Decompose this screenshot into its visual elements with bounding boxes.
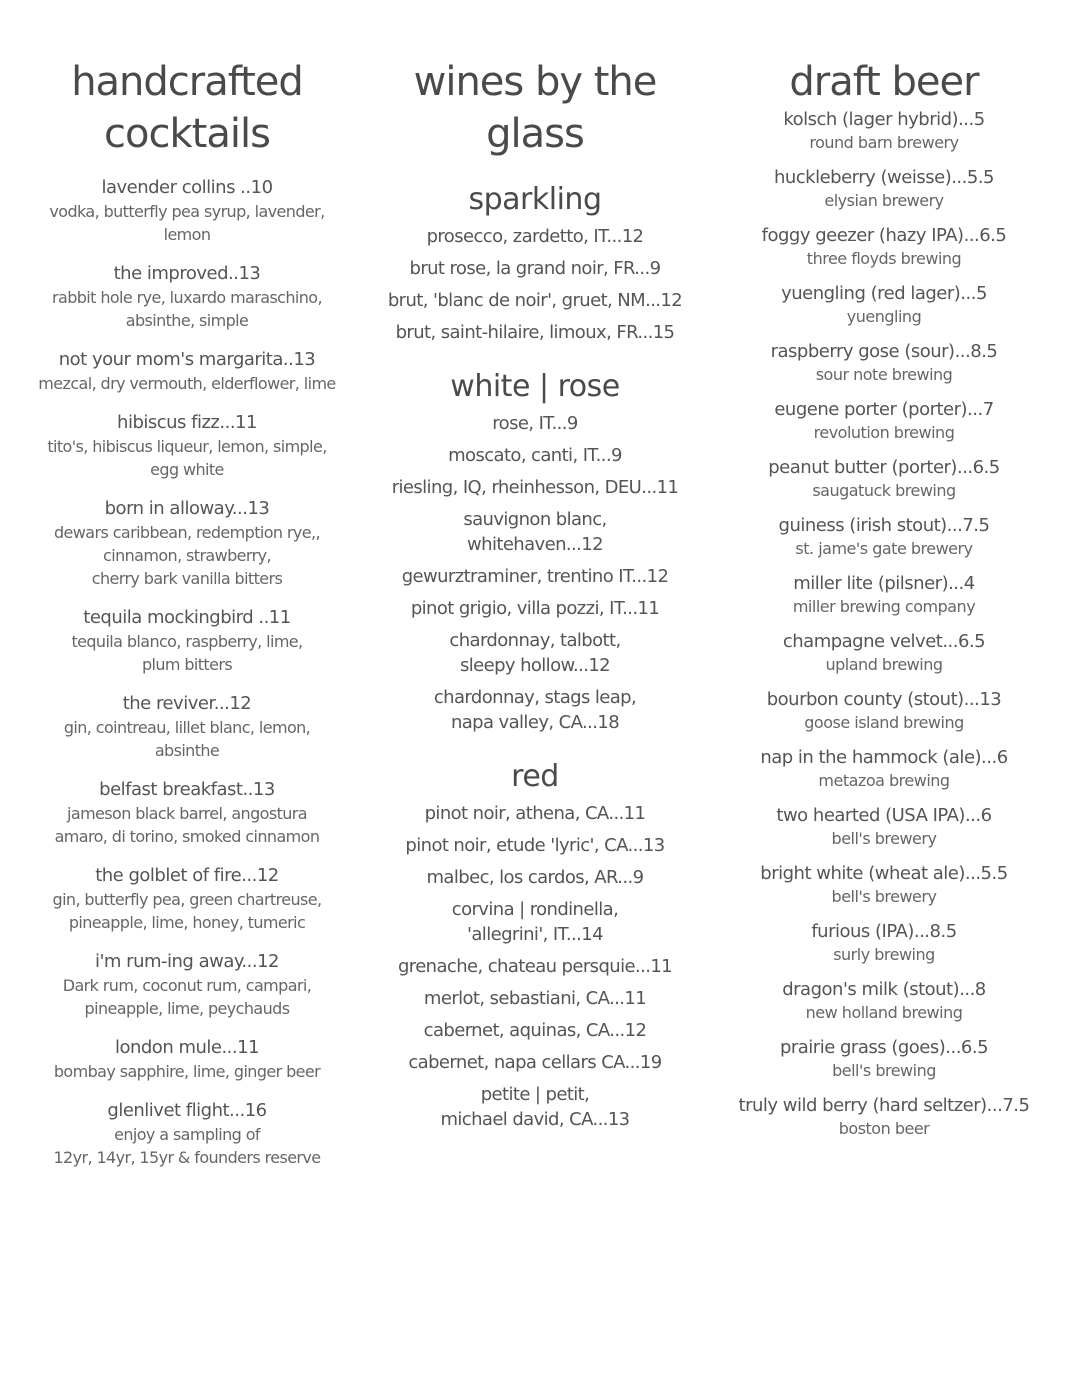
- wine-item: [372, 865, 698, 890]
- beer-brewery: new holland brewing: [805, 1003, 963, 1022]
- beer-brewery: boston beer: [838, 1119, 930, 1138]
- cocktail-item: [22, 1036, 352, 1083]
- beer-name: nap in the hammock (ale)...6: [760, 747, 1008, 768]
- wine-item: [372, 507, 698, 557]
- beer-item: [722, 804, 1046, 850]
- wines-title-line1: wines by the: [413, 59, 657, 105]
- wines-title-line2: glass: [486, 111, 584, 157]
- beer-column: [722, 56, 1046, 1152]
- cocktail-description: absinthe: [154, 741, 220, 760]
- beer-name: yuengling (red lager)...5: [781, 283, 987, 304]
- wine-line: 'allegrini', IT...14: [467, 924, 603, 945]
- wine-line: pinot noir, etude 'lyric', CA...13: [405, 835, 665, 856]
- wine-line: malbec, los cardos, AR...9: [426, 867, 644, 888]
- wine-item: [372, 1018, 698, 1043]
- wine-line: moscato, canti, IT...9: [448, 445, 622, 466]
- beer-item: [722, 456, 1046, 502]
- beer-item: [722, 340, 1046, 386]
- beer-item: [722, 108, 1046, 154]
- beer-brewery: sour note brewing: [815, 365, 953, 384]
- beer-name: champagne velvet...6.5: [782, 631, 986, 652]
- wine-line: chardonnay, talbott,: [449, 630, 621, 651]
- wine-item: [372, 475, 698, 500]
- beer-item: [722, 572, 1046, 618]
- beer-name: guiness (irish stout)...7.5: [778, 515, 990, 536]
- beer-item: [722, 630, 1046, 676]
- wine-section-title: white | rose: [450, 369, 620, 404]
- beer-brewery: three floyds brewing: [806, 249, 962, 268]
- wine-line: whitehaven...12: [467, 534, 603, 555]
- cocktail-description: jameson black barrel, angostura: [67, 804, 307, 823]
- wine-line: merlot, sebastiani, CA...11: [423, 988, 647, 1009]
- wine-item: [372, 411, 698, 436]
- cocktail-description: vodka, butterfly pea syrup, lavender,: [49, 202, 325, 221]
- beer-item: [722, 978, 1046, 1024]
- beer-name: kolsch (lager hybrid)...5: [783, 109, 985, 130]
- beer-name: two hearted (USA IPA)...6: [776, 805, 992, 826]
- cocktail-name: the reviver...12: [122, 693, 252, 714]
- beer-brewery: metazoa brewing: [818, 771, 950, 790]
- wine-line: gewurztraminer, trentino IT...12: [401, 566, 669, 587]
- wine-line: riesling, IQ, rheinhesson, DEU...11: [391, 477, 679, 498]
- beer-item: [722, 920, 1046, 966]
- cocktail-name: lavender collins ..10: [101, 177, 273, 198]
- wine-line: sauvignon blanc,: [463, 509, 607, 530]
- beer-item: [722, 514, 1046, 560]
- wine-line: cabernet, napa cellars CA...19: [408, 1052, 662, 1073]
- beer-brewery: upland brewing: [825, 655, 943, 674]
- cocktail-name: i'm rum-ing away...12: [94, 951, 280, 972]
- wine-line: brut, 'blanc de noir', gruet, NM...12: [387, 290, 683, 311]
- cocktail-item: [22, 864, 352, 934]
- cocktail-description: tequila blanco, raspberry, lime,: [71, 632, 303, 651]
- wine-item: [372, 801, 698, 826]
- wine-item: [372, 224, 698, 249]
- cocktail-list: [22, 176, 352, 1169]
- wine-section: [372, 757, 698, 1132]
- beer-name: prairie grass (goes)...6.5: [779, 1037, 989, 1058]
- cocktail-item: [22, 411, 352, 481]
- cocktail-description: 12yr, 14yr, 15yr & founders reserve: [53, 1148, 321, 1167]
- beer-brewery: goose island brewing: [804, 713, 964, 732]
- beer-brewery: bell's brewery: [831, 829, 937, 848]
- beer-title: draft beer: [789, 59, 979, 105]
- cocktail-description: pineapple, lime, honey, tumeric: [68, 913, 306, 932]
- cocktail-description: enjoy a sampling of: [114, 1125, 260, 1144]
- wine-line: brut rose, la grand noir, FR...9: [409, 258, 661, 279]
- cocktail-name: born in alloway...13: [104, 498, 270, 519]
- beer-name: peanut butter (porter)...6.5: [768, 457, 1000, 478]
- beer-name: raspberry gose (sour)...8.5: [770, 341, 998, 362]
- cocktail-name: the golblet of fire...12: [95, 865, 279, 886]
- wine-section-title: sparkling: [468, 182, 602, 217]
- beer-item: [722, 398, 1046, 444]
- cocktail-description: bombay sapphire, lime, ginger beer: [53, 1062, 321, 1081]
- wine-line: cabernet, aquinas, CA...12: [423, 1020, 647, 1041]
- beer-brewery: bell's brewery: [831, 887, 937, 906]
- cocktail-description: tito's, hibiscus liqueur, lemon, simple,: [47, 437, 327, 456]
- cocktail-name: not your mom's margarita..13: [58, 349, 316, 370]
- cocktail-description: cherry bark vanilla bitters: [91, 569, 283, 588]
- cocktail-description: mezcal, dry vermouth, elderflower, lime: [38, 374, 336, 393]
- cocktail-item: [22, 497, 352, 590]
- beer-name: furious (IPA)...8.5: [811, 921, 957, 942]
- beer-name: eugene porter (porter)...7: [774, 399, 994, 420]
- wine-section: [372, 367, 698, 735]
- beer-item: [722, 166, 1046, 212]
- cocktail-name: glenlivet flight...16: [107, 1100, 267, 1121]
- cocktail-description: rabbit hole rye, luxardo maraschino,: [52, 288, 322, 307]
- beer-brewery: yuengling: [846, 307, 922, 326]
- wine-sections: [372, 180, 698, 1132]
- beer-item: [722, 688, 1046, 734]
- beer-item: [722, 862, 1046, 908]
- cocktail-description: cinnamon, strawberry,: [103, 546, 271, 565]
- cocktail-description: gin, cointreau, lillet blanc, lemon,: [63, 718, 311, 737]
- cocktails-title-line2: cocktails: [104, 111, 270, 157]
- beer-brewery: surly brewing: [833, 945, 935, 964]
- wine-line: chardonnay, stags leap,: [433, 687, 637, 708]
- wine-item: [372, 596, 698, 621]
- cocktails-title: [22, 56, 352, 160]
- beer-name: huckleberry (weisse)...5.5: [773, 167, 995, 188]
- wine-section: [372, 180, 698, 345]
- beer-item: [722, 224, 1046, 270]
- beer-brewery: elysian brewery: [824, 191, 944, 210]
- beer-item: [722, 1094, 1046, 1140]
- beer-brewery: revolution brewing: [813, 423, 955, 442]
- wine-item: [372, 897, 698, 947]
- cocktail-item: [22, 348, 352, 395]
- cocktails-title-line1: handcrafted: [71, 59, 303, 105]
- wine-item: [372, 628, 698, 678]
- wine-item: [372, 1082, 698, 1132]
- cocktail-name: hibiscus fizz...11: [117, 412, 257, 433]
- wine-line: sleepy hollow...12: [459, 655, 611, 676]
- wines-column: [372, 56, 698, 1154]
- cocktail-item: [22, 692, 352, 762]
- wine-item: [372, 685, 698, 735]
- beer-brewery: miller brewing company: [792, 597, 976, 616]
- cocktail-description: Dark rum, coconut rum, campari,: [62, 976, 312, 995]
- cocktail-item: [22, 262, 352, 332]
- wine-item: [372, 1050, 698, 1075]
- cocktail-item: [22, 176, 352, 246]
- wine-item: [372, 833, 698, 858]
- cocktail-description: dewars caribbean, redemption rye,,: [54, 523, 320, 542]
- beer-brewery: bell's brewing: [832, 1061, 936, 1080]
- wine-line: pinot grigio, villa pozzi, IT...11: [410, 598, 660, 619]
- cocktails-column: [22, 56, 352, 1185]
- wine-item: [372, 564, 698, 589]
- beer-name: dragon's milk (stout)...8: [782, 979, 986, 1000]
- beer-brewery: st. jame's gate brewery: [795, 539, 973, 558]
- cocktail-name: tequila mockingbird ..11: [83, 607, 291, 628]
- wine-item: [372, 320, 698, 345]
- wine-item: [372, 256, 698, 281]
- cocktail-name: belfast breakfast..13: [99, 779, 275, 800]
- wine-line: napa valley, CA...18: [450, 712, 620, 733]
- beer-name: miller lite (pilsner)...4: [793, 573, 975, 594]
- wine-line: michael david, CA...13: [440, 1109, 630, 1130]
- cocktail-item: [22, 778, 352, 848]
- beer-name: truly wild berry (hard seltzer)...7.5: [738, 1095, 1030, 1116]
- wine-line: rose, IT...9: [492, 413, 578, 434]
- cocktail-description: plum bitters: [141, 655, 233, 674]
- beer-item: [722, 282, 1046, 328]
- cocktail-description: pineapple, lime, peychauds: [84, 999, 290, 1018]
- beer-name: bright white (wheat ale)...5.5: [760, 863, 1008, 884]
- wine-line: brut, saint-hilaire, limoux, FR...15: [395, 322, 675, 343]
- wine-line: grenache, chateau persquie...11: [397, 956, 673, 977]
- wine-item: [372, 288, 698, 313]
- beer-item: [722, 1036, 1046, 1082]
- cocktail-description: egg white: [150, 460, 224, 479]
- beer-name: bourbon county (stout)...13: [766, 689, 1002, 710]
- cocktail-description: amaro, di torino, smoked cinnamon: [54, 827, 320, 846]
- cocktail-item: [22, 606, 352, 676]
- wine-item: [372, 954, 698, 979]
- wine-item: [372, 986, 698, 1011]
- wine-line: pinot noir, athena, CA...11: [424, 803, 646, 824]
- cocktail-description: lemon: [163, 225, 211, 244]
- wine-section-title: red: [511, 759, 559, 794]
- wine-line: prosecco, zardetto, IT...12: [426, 226, 644, 247]
- wine-item: [372, 443, 698, 468]
- cocktail-name: london mule...11: [114, 1037, 260, 1058]
- cocktail-item: [22, 950, 352, 1020]
- beer-brewery: saugatuck brewing: [812, 481, 956, 500]
- beer-list: [722, 108, 1046, 1140]
- beer-name: foggy geezer (hazy IPA)...6.5: [761, 225, 1007, 246]
- beer-item: [722, 746, 1046, 792]
- wine-line: corvina | rondinella,: [451, 899, 619, 920]
- wine-line: petite | petit,: [480, 1084, 590, 1105]
- cocktail-name: the improved..13: [113, 263, 261, 284]
- wines-title: [372, 56, 698, 160]
- cocktail-item: [22, 1099, 352, 1169]
- cocktail-description: absinthe, simple: [125, 311, 249, 330]
- beer-brewery: round barn brewery: [809, 133, 959, 152]
- cocktail-description: gin, butterfly pea, green chartreuse,: [52, 890, 322, 909]
